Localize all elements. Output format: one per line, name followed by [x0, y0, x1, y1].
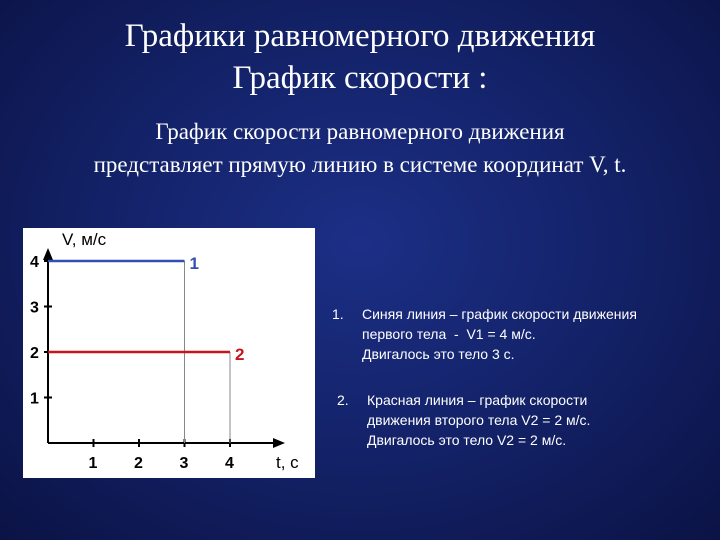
note-2-line-2: движения второго тела V2 = 2 м/с.: [367, 412, 591, 428]
note-1-line-1: Синяя линия – график скорости движения: [362, 306, 637, 322]
x-tick-label: 4: [225, 455, 234, 472]
slide-title-line-1: Графики равномерного движения: [124, 18, 596, 54]
note-2-line-1: Красная линия – график скорости: [367, 392, 588, 408]
note-2-number: 2.: [337, 392, 349, 408]
x-axis-arrow: [273, 438, 285, 448]
slide-subtitle-line-2: представляет прямую линию в системе координат V, t.: [93, 152, 627, 177]
slide-title-line-2: График скорости :: [232, 60, 488, 96]
x-tick-label: 3: [179, 455, 189, 472]
note-2-line-3: Двигалось это тело V2 = 2 м/с.: [367, 432, 567, 448]
y-axis-arrow: [43, 248, 53, 260]
y-tick-label: 1: [30, 390, 39, 408]
note-2: [337, 391, 720, 451]
y-axis-label: V, м/с: [62, 230, 107, 249]
velocity-chart: [23, 228, 315, 478]
y-tick-label: 2: [30, 345, 39, 362]
series-label: 1: [189, 254, 199, 273]
y-tick-label: 4: [30, 254, 39, 271]
velocity-chart-panel: [23, 228, 315, 478]
slide-subtitle-line-1: График скорости равномерного движения: [155, 119, 565, 144]
note-1-line-2: первого тела - V1 = 4 м/с.: [362, 326, 536, 342]
series-label: 2: [235, 345, 245, 364]
note-1-number: 1.: [332, 306, 344, 322]
note-1-line-3: Двигалось это тело 3 с.: [362, 346, 515, 362]
y-tick-label: 3: [30, 299, 39, 317]
x-axis-label: t, c: [276, 453, 299, 472]
x-tick-label: 1: [88, 455, 98, 472]
note-1: [332, 305, 720, 365]
x-tick-label: 2: [134, 455, 143, 472]
